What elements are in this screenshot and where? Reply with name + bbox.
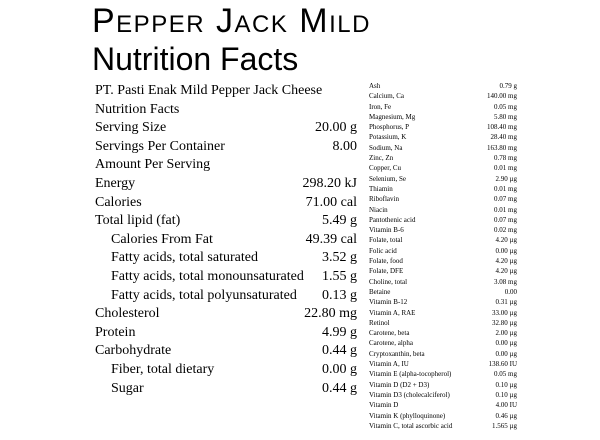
- page-subtitle: Nutrition Facts: [92, 41, 299, 77]
- nutrient-value: 0.01 mg: [494, 205, 517, 214]
- nutrient-row: [369, 308, 517, 318]
- nutrient-row: [369, 390, 517, 400]
- nutrient-row: [95, 287, 357, 306]
- nutrient-row: [95, 231, 357, 250]
- nutrient-label: Potassium, K: [369, 133, 407, 142]
- nutrient-label: Carotene, beta: [369, 329, 410, 338]
- nutrient-label: Serving Size: [95, 120, 167, 136]
- nutrient-value: 0.05 mg: [494, 370, 517, 379]
- nutrient-row: [369, 122, 517, 132]
- nutrient-row: [369, 256, 517, 266]
- nutrient-row: [369, 369, 517, 379]
- nutrient-row: [369, 380, 517, 390]
- nutrient-value: 0.00 g: [322, 361, 357, 377]
- nutrient-label: Folate, food: [369, 257, 403, 266]
- nutrient-value: 163.80 mg: [487, 143, 517, 152]
- nutrient-label: Total lipid (fat): [95, 213, 181, 229]
- nutrient-label: Cholesterol: [95, 306, 160, 322]
- nutrient-value: 71.00 cal: [305, 194, 357, 210]
- nutrient-row: [95, 175, 357, 194]
- nutrient-value: 28.40 mg: [490, 133, 517, 142]
- nutrient-row: [369, 215, 517, 225]
- nutrient-label: Phosphorus, P: [369, 123, 410, 132]
- nutrient-row: [369, 163, 517, 173]
- nutrient-value: 49.39 cal: [305, 231, 357, 247]
- nutrient-value: 0.00 µg: [495, 339, 517, 348]
- nutrient-row: [369, 246, 517, 256]
- nutrient-value: 0.44 g: [322, 380, 357, 396]
- nutrient-label: Folate, total: [369, 236, 403, 245]
- nutrient-value: 0.44 g: [322, 343, 357, 359]
- nutrient-label: Sugar: [111, 380, 144, 396]
- nutrient-row: [369, 102, 517, 112]
- nutrient-label: Fatty acids, total saturated: [111, 250, 258, 266]
- nutrient-label: Vitamin D3 (cholecalciferol): [369, 390, 450, 399]
- nutrient-label: Folate, DFE: [369, 267, 404, 276]
- nutrient-label: Vitamin A, IU: [369, 360, 409, 369]
- nutrient-value: 5.49 g: [322, 213, 357, 229]
- nutrient-row: [369, 400, 517, 410]
- nutrient-row: [95, 138, 357, 157]
- nutrient-label: Vitamin A, RAE: [369, 308, 416, 317]
- nutrient-value: 0.01 mg: [494, 184, 517, 193]
- nutrient-label: Magnesium, Mg: [369, 112, 416, 121]
- nutrient-row: [95, 156, 357, 175]
- nutrient-label: Carotene, alpha: [369, 339, 413, 348]
- nutrient-value: 0.10 µg: [495, 390, 517, 399]
- nutrient-label: Vitamin D (D2 + D3): [369, 380, 430, 389]
- nutrient-row: [369, 359, 517, 369]
- nutrient-label: Selenium, Se: [369, 174, 406, 183]
- nutrient-value: 0.00 µg: [495, 246, 517, 255]
- nutrient-value: 0.13 g: [322, 287, 357, 303]
- nutrient-label: Betaine: [369, 287, 391, 296]
- nutrient-value: 0.01 mg: [494, 164, 517, 173]
- nutrient-value: 3.52 g: [322, 250, 357, 266]
- nutrient-label: Calcium, Ca: [369, 92, 404, 101]
- nutrient-label: Calories From Fat: [111, 231, 213, 247]
- section-label: Nutrition Facts: [95, 101, 180, 117]
- nutrient-label: Choline, total: [369, 277, 408, 286]
- nutrient-label: Carbohydrate: [95, 343, 172, 359]
- nutrient-row: [369, 81, 517, 91]
- nutrient-row: [369, 277, 517, 287]
- nutrient-row: [369, 266, 517, 276]
- nutrient-value: 33.00 µg: [491, 308, 517, 317]
- nutrient-label: Folic acid: [369, 246, 397, 255]
- nutrient-label: Vitamin K (phylloquinone): [369, 411, 446, 420]
- nutrient-value: 0.46 µg: [495, 411, 517, 420]
- nutrient-value: 4.20 µg: [495, 236, 517, 245]
- nutrient-label: Fatty acids, total monounsaturated: [111, 268, 304, 284]
- nutrient-value: 0.07 mg: [494, 195, 517, 204]
- main-nutrition-table: [95, 82, 357, 398]
- nutrient-label: Zinc, Zn: [369, 154, 394, 163]
- nutrient-row: [95, 380, 357, 399]
- nutrient-row: [369, 421, 517, 431]
- nutrient-label: Cryptoxanthin, beta: [369, 349, 425, 358]
- nutrient-row: [369, 184, 517, 194]
- nutrient-row: [95, 249, 357, 268]
- nutrient-label: Amount Per Serving: [95, 157, 211, 173]
- nutrient-label: Vitamin C, total ascorbic acid: [369, 421, 453, 430]
- nutrient-row: [369, 338, 517, 348]
- nutrient-label: Vitamin E (alpha-tocopherol): [369, 370, 452, 379]
- product-name: PT. Pasti Enak Mild Pepper Jack Cheese: [95, 83, 323, 98]
- nutrient-row: [95, 342, 357, 361]
- nutrient-label: Calories: [95, 194, 142, 210]
- nutrient-label: Vitamin B-6: [369, 226, 404, 235]
- nutrient-label: Servings Per Container: [95, 138, 225, 154]
- nutrient-row: [369, 132, 517, 142]
- nutrient-row: [369, 318, 517, 328]
- nutrient-row: [95, 305, 357, 324]
- micronutrient-table: [369, 81, 517, 431]
- nutrient-value: 298.20 kJ: [302, 175, 357, 191]
- nutrient-value: 5.80 mg: [494, 112, 517, 121]
- nutrient-row: [369, 328, 517, 338]
- nutrient-row: [369, 297, 517, 307]
- nutrient-row: [369, 235, 517, 245]
- nutrient-value: 140.00 mg: [487, 92, 517, 101]
- nutrient-label: Copper, Cu: [369, 164, 401, 173]
- nutrient-label: Pantothenic acid: [369, 215, 416, 224]
- nutrient-label: Fiber, total dietary: [111, 361, 215, 377]
- nutrient-label: Energy: [95, 175, 136, 191]
- nutrient-row: [369, 287, 517, 297]
- nutrient-row: [369, 205, 517, 215]
- nutrient-row: [369, 349, 517, 359]
- nutrient-label: Vitamin B-12: [369, 298, 408, 307]
- nutrient-label: Riboflavin: [369, 195, 399, 204]
- nutrient-label: Retinol: [369, 318, 390, 327]
- nutrient-value: 8.00: [332, 138, 357, 154]
- nutrient-row: [369, 174, 517, 184]
- page-title: Pepper Jack Mild: [92, 2, 371, 40]
- nutrient-row: [369, 411, 517, 421]
- nutrient-value: 32.80 µg: [491, 318, 517, 327]
- nutrient-label: Fatty acids, total polyunsaturated: [111, 287, 297, 303]
- nutrient-row: [95, 324, 357, 343]
- nutrient-row: [95, 361, 357, 380]
- nutrient-value: 108.40 mg: [487, 123, 517, 132]
- nutrient-label: Iron, Fe: [369, 102, 392, 111]
- nutrient-value: 0.00 µg: [495, 349, 517, 358]
- nutrient-value: 2.90 µg: [495, 174, 517, 183]
- nutrient-label: Sodium, Na: [369, 143, 403, 152]
- nutrient-value: 0.79 g: [499, 82, 517, 90]
- nutrient-row: [369, 91, 517, 101]
- nutrient-value: 1.55 g: [322, 268, 357, 284]
- nutrient-label: Niacin: [369, 205, 388, 214]
- nutrient-label: Vitamin D: [369, 401, 399, 410]
- nutrient-value: 3.08 mg: [494, 277, 517, 286]
- nutrient-value: 0.00: [504, 287, 517, 296]
- nutrient-value: 0.05 mg: [494, 102, 517, 111]
- nutrient-value: 0.78 mg: [494, 154, 517, 163]
- nutrient-label: Thiamin: [369, 184, 393, 193]
- nutrient-value: 4.99 g: [322, 324, 357, 340]
- nutrient-value: 4.20 µg: [495, 267, 517, 276]
- nutrient-row: [369, 194, 517, 204]
- nutrient-value: 20.00 g: [315, 120, 357, 136]
- nutrient-row: [369, 225, 517, 235]
- main-rows: [95, 119, 357, 398]
- nutrient-value: 0.02 mg: [494, 226, 517, 235]
- nutrient-row: [369, 143, 517, 153]
- nutrient-value: 22.80 mg: [304, 306, 357, 322]
- nutrient-value: 0.31 µg: [495, 298, 517, 307]
- nutrient-row: [369, 112, 517, 122]
- nutrient-label: Protein: [95, 324, 136, 340]
- nutrient-label: Ash: [369, 82, 381, 90]
- nutrient-row: [95, 268, 357, 287]
- nutrient-row: [369, 153, 517, 163]
- nutrient-value: 0.10 µg: [495, 380, 517, 389]
- nutrient-row: [95, 194, 357, 213]
- nutrient-row: [95, 119, 357, 138]
- nutrient-value: 4.20 µg: [495, 257, 517, 266]
- nutrient-value: 4.00 IU: [495, 401, 517, 410]
- nutrient-row: [95, 212, 357, 231]
- nutrient-value: 1.565 µg: [491, 421, 517, 430]
- nutrient-value: 2.00 µg: [495, 329, 517, 338]
- nutrient-value: 0.07 mg: [494, 215, 517, 224]
- nutrient-value: 138.60 IU: [488, 360, 517, 369]
